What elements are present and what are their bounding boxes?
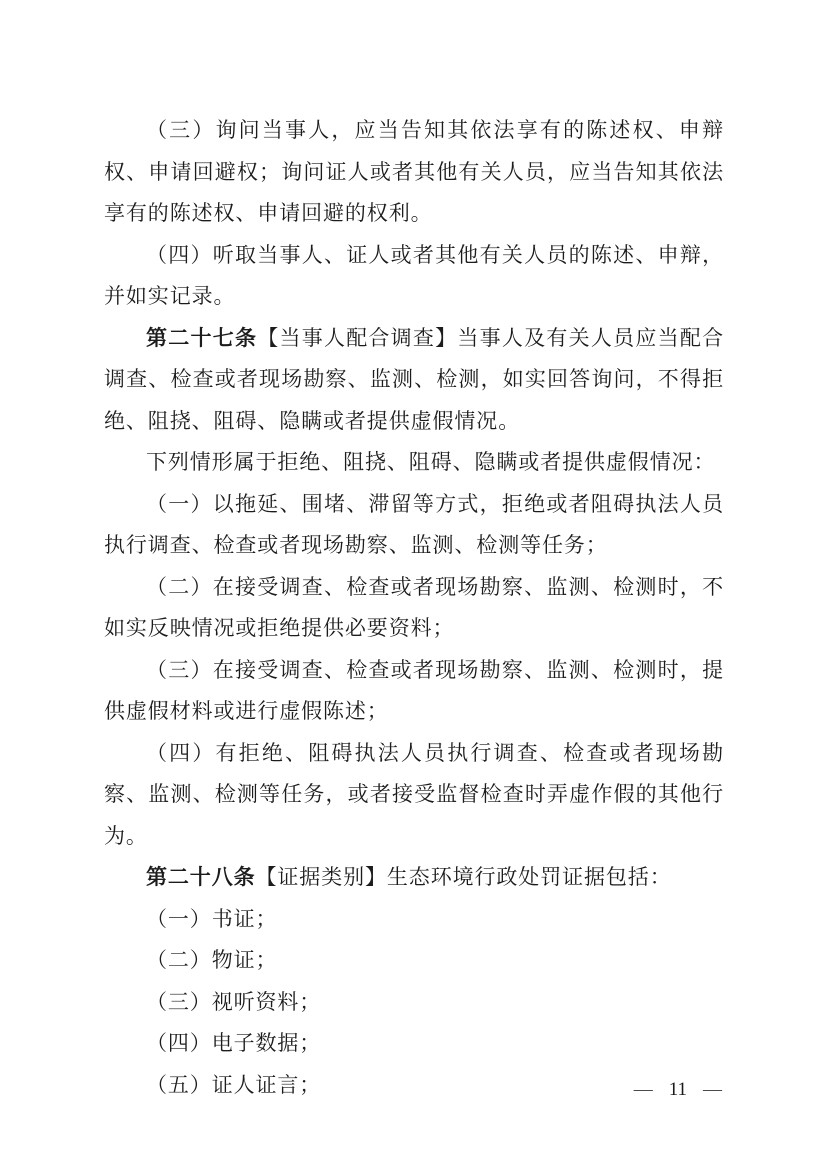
paragraph: （四）有拒绝、阻碍执法人员执行调查、检查或者现场勘察、监测、检测等任务，或者接受监督检查时弄虚作假的其他行为。 bbox=[104, 740, 724, 848]
paragraph: （四）电子数据； bbox=[146, 1031, 322, 1055]
page-footer bbox=[634, 1078, 722, 1102]
paragraph: （四）听取当事人、证人或者其他有关人员的陈述、申辩，并如实记录。 bbox=[104, 242, 724, 308]
article-number: 第二十七条 bbox=[146, 325, 258, 350]
article-tag: 【证据类别】 bbox=[255, 865, 387, 889]
paragraph: 下列情形属于拒绝、阻挠、阻碍、隐瞒或者提供虚假情况： bbox=[146, 450, 716, 474]
paragraph: （二）在接受调查、检查或者现场勘察、监测、检测时，不如实反映情况或拒绝提供必要资料； bbox=[104, 574, 724, 640]
article-paragraph: 第二十八条【证据类别】生态环境行政处罚证据包括： bbox=[146, 865, 672, 889]
footer-dash-left: — bbox=[633, 1079, 653, 1100]
article-tag: 【当事人配合调查】 bbox=[257, 325, 458, 350]
paragraph: （二）物证； bbox=[146, 948, 278, 972]
paragraph: （三）询问当事人，应当告知其依法享有的陈述权、申辩权、申请回避权；询问证人或者其他有关人员，应当告知其依法享有的陈述权、申请回避的权利。 bbox=[104, 118, 724, 225]
article-paragraph: 第二十七条【当事人配合调查】当事人及有关人员应当配合调查、检查或者现场勘察、监测、检测，如实回答询问，不得拒绝、阻挠、阻碍、隐瞒或者提供虚假情况。 bbox=[104, 325, 724, 433]
article-number: 第二十八条 bbox=[146, 865, 256, 889]
paragraph: （五）证人证言； bbox=[146, 1072, 322, 1097]
paragraph: （一）以拖延、围堵、滞留等方式，拒绝或者阻碍执法人员执行调查、检查或者现场勘察、监测、检测等任务； bbox=[104, 491, 724, 557]
paragraph: （一）书证； bbox=[146, 906, 278, 931]
paragraph: （三）视听资料； bbox=[146, 989, 322, 1014]
page-number: 11 bbox=[668, 1079, 687, 1100]
footer-dash-right: — bbox=[703, 1079, 722, 1100]
text-block bbox=[104, 110, 724, 1106]
paragraph: （三）在接受调查、检查或者现场勘察、监测、检测时，提供虚假材料或进行虚假陈述； bbox=[104, 657, 724, 723]
